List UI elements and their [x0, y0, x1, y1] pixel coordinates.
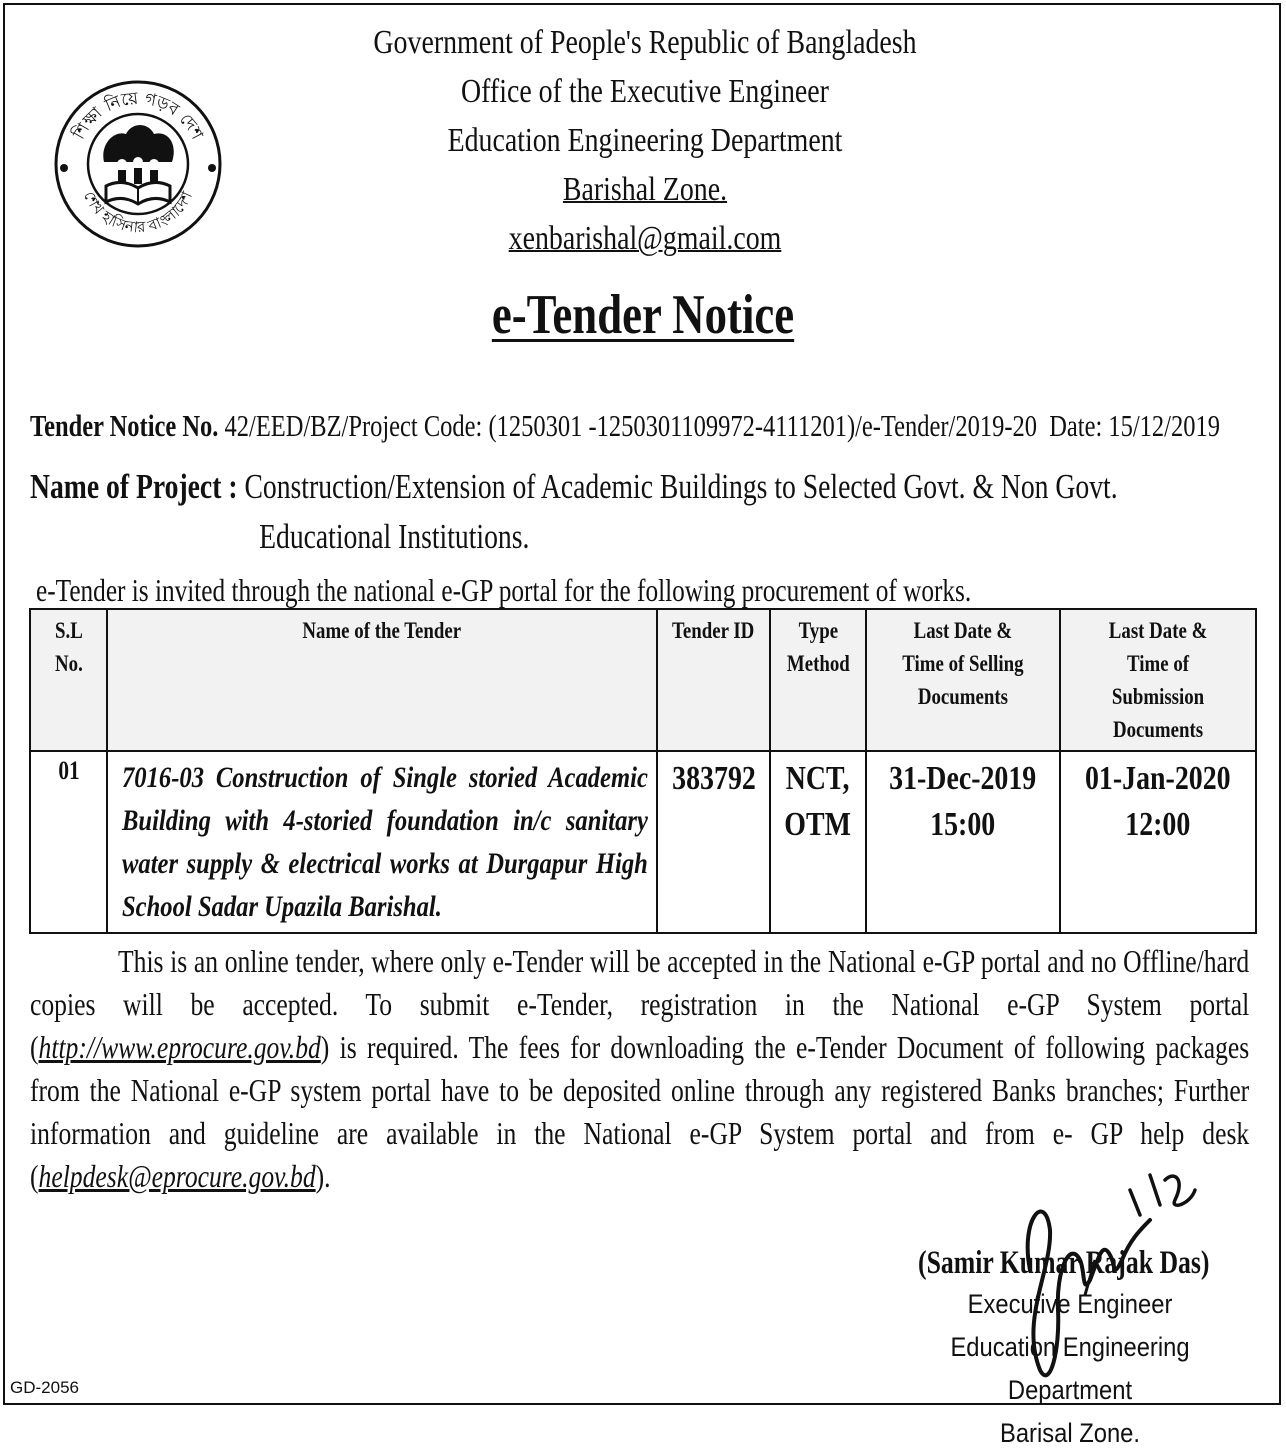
department-line: Education Engineering Department — [447, 122, 843, 159]
seal-bottom-text: শেখ হাসিনার বাংলাদেশ — [79, 188, 197, 237]
signatory-designation: Executive Engineer — [967, 1289, 1173, 1319]
cell-tender-id: 383792 — [657, 751, 770, 933]
notice-title: e-Tender Notice — [491, 284, 795, 346]
invitation-text: e-Tender is invited through the national e-GP portal for the following procurement of works. — [36, 572, 972, 608]
footer-code: GD-2056 — [10, 1378, 79, 1397]
header-type-method: Type Method — [770, 609, 866, 751]
government-line: Government of People's Republic of Bangladesh — [373, 24, 917, 61]
signatory-block — [885, 1283, 1255, 1455]
eprocure-link[interactable]: http://www.eprocure.gov.bd — [38, 1029, 321, 1065]
header-name: Name of the Tender — [107, 609, 657, 751]
instructions-paragraph: This is an online tender, where only e-Tender will be accepted in the National e-GP portal and no Offline/hard copies will be accepted. To submit e-Tender, registration in the National e-GP System portal (http://www.eprocure.gov.bd) is required. The fees for downloading the e-Tender Document of following packages from the National e-GP system portal have to be deposited online through any registered Banks branches; Further information and guideline are available in the National e-GP System portal and from e- GP help desk (helpdesk@eprocure.gov.bd). — [30, 943, 1250, 1194]
table-row — [30, 751, 1256, 933]
cell-submission-deadline: 01-Jan-2020 12:00 — [1060, 751, 1256, 933]
cell-tender-name: 7016-03 Construction of Single storied Academic Building with 4-storied foundation in/c sanitary water supply & electrical works at Durgapur High School Sadar Upazila Barishal. — [107, 751, 657, 933]
signatory-department: Education Engineering Department — [950, 1332, 1190, 1405]
tender-notice-date: Date: 15/12/2019 — [1049, 408, 1220, 443]
tender-notice-label: Tender Notice No. — [30, 408, 219, 443]
cell-selling-deadline: 31-Dec-2019 15:00 — [866, 751, 1060, 933]
project-name-line2: Educational Institutions. — [259, 517, 530, 556]
header-submission: Last Date & Time of Submission Documents — [1060, 609, 1256, 751]
tender-notice-line — [30, 408, 1220, 444]
seal-top-text: শিক্ষা নিয়ে গড়ব দেশ — [69, 88, 207, 144]
header-selling: Last Date & Time of Selling Documents — [866, 609, 1060, 751]
cell-sl: 01 — [30, 751, 107, 933]
helpdesk-email-link[interactable]: helpdesk@eprocure.gov.bd — [38, 1158, 316, 1194]
table-header-row — [30, 609, 1256, 751]
header-sl: S.L No. — [30, 609, 107, 751]
zone-line: Barishal Zone. — [562, 171, 728, 208]
tender-notice-number: 42/EED/BZ/Project Code: (1250301 -1250301109972-4111201)/e-Tender/2019-20 — [224, 408, 1037, 443]
project-label: Name of Project : — [30, 467, 238, 506]
office-line: Office of the Executive Engineer — [461, 73, 829, 110]
tender-table — [29, 608, 1257, 934]
project-name-line1: Construction/Extension of Academic Buildings to Selected Govt. & Non Govt. — [244, 467, 1118, 506]
signatory-zone: Barisal Zone. — [999, 1418, 1140, 1448]
signatory-name: (Samir Kumar Rajak Das) — [918, 1245, 1210, 1281]
email-link[interactable]: xenbarishal@gmail.com — [508, 220, 782, 257]
header-tender-id: Tender ID — [657, 609, 770, 751]
cell-type-method: NCT, OTM — [770, 751, 866, 933]
education-engineering-seal-icon — [52, 78, 224, 250]
project-block — [30, 462, 1118, 562]
office-header — [362, 18, 928, 263]
